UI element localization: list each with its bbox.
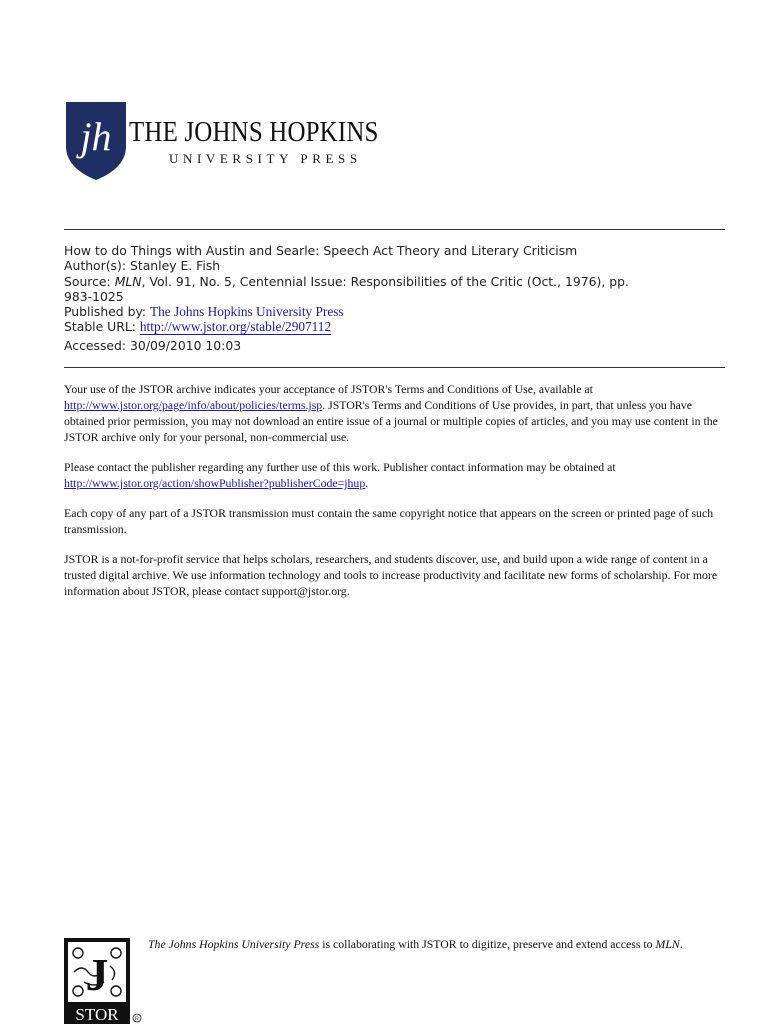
terms-link[interactable]: http://www.jstor.org/page/info/about/policies/terms.jsp (64, 398, 323, 412)
jstor-about-paragraph: JSTOR is a not-for-profit service that helps scholars, researchers, and students discover, use, and build upon a wide range of content in a trusted digital archive. We use information technology and tools to increase productivity and facilitate new forms of scholarship. For more information about JSTOR, please contact support@jstor.org. (64, 552, 718, 598)
publisher-logo (66, 102, 379, 180)
footer-end: . (679, 937, 683, 951)
terms-text: Your use of the JSTOR archive indicates your acceptance of JSTOR's Terms and Conditions of Use, available at (64, 382, 593, 396)
logo-title: THE JOHNS HOPKINS (129, 116, 379, 148)
accessed-label: Accessed: (64, 337, 127, 353)
terms-paragraph (64, 381, 724, 445)
author-name: Stanley E. Fish (129, 258, 221, 274)
author-line (64, 258, 724, 273)
svg-text:J: J (85, 949, 109, 1000)
copyright-paragraph: Each copy of any part of a JSTOR transmission must contain the same copyright notice that appears on the screen or printed page of such transmission. (64, 506, 714, 536)
citation-block (64, 243, 724, 353)
contact-text: Please contact the publisher regarding any further use of this work. Publisher contact information may be obtained at (64, 460, 616, 474)
footer-collaboration-text (148, 938, 718, 950)
contact-text-end: . (365, 476, 369, 490)
svg-text:R: R (135, 1016, 139, 1023)
jstor-logo-icon (64, 938, 144, 1024)
source-journal: MLN (114, 273, 142, 289)
source-pages: 983-1025 (64, 288, 124, 304)
accessed-date: 30/09/2010 10:03 (130, 337, 242, 353)
publisher-contact-paragraph (64, 459, 724, 491)
author-label: Author(s): (64, 258, 127, 274)
source-details: , Vol. 91, No. 5, Centennial Issue: Responsibilities of the Critic (Oct., 1976), pp. (141, 273, 629, 289)
footer-journal: MLN (655, 937, 680, 951)
stable-url-line (64, 319, 724, 334)
jstor-logo-text: STOR (75, 1005, 119, 1024)
published-by-label: Published by: (64, 304, 147, 320)
jhu-shield-icon (66, 102, 126, 180)
published-by-line (64, 304, 724, 319)
footer-publisher: The Johns Hopkins University Press (148, 937, 320, 951)
stable-url-label: Stable URL: (64, 319, 136, 335)
publisher-contact-link[interactable]: http://www.jstor.org/action/showPublisher?publisherCode=jhup (64, 476, 366, 490)
middle-rule (64, 367, 725, 368)
stable-url-link[interactable]: http://www.jstor.org/stable/2907112 (139, 319, 332, 335)
source-line (64, 274, 724, 289)
source-label: Source: (64, 273, 111, 289)
terms-block (64, 381, 724, 613)
svg-text:jh: jh (80, 114, 112, 159)
publisher-link[interactable]: The Johns Hopkins University Press (150, 304, 344, 320)
accessed-line (64, 338, 724, 353)
top-rule (64, 229, 725, 230)
terms-text-cont: . JSTOR's Terms and Conditions of Use provides, in part, that unless you have obtained prior permission, you may not download an entire issue of a journal or multiple copies of articles, and you may use content in the JSTOR archive only for your personal, non-commercial use. (64, 398, 718, 444)
article-title: How to do Things with Austin and Searle: Speech Act Theory and Literary Criticism (64, 243, 578, 258)
footer-collab: is collaborating with JSTOR to digitize, preserve and extend access to (319, 937, 656, 951)
logo-subtitle: UNIVERSITY PRESS (169, 151, 362, 166)
